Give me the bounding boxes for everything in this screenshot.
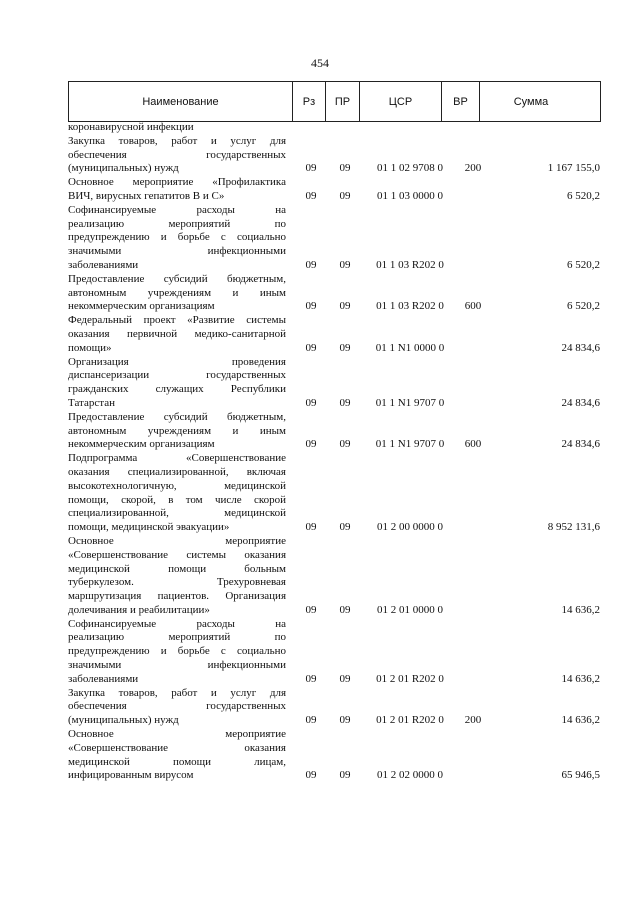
row-name-line: Татарстан — [68, 396, 115, 409]
row-name-line: туберкулезом. Трехуровневая — [68, 576, 286, 589]
table-row — [68, 535, 608, 618]
table-row — [68, 411, 608, 452]
row-name — [68, 204, 290, 273]
row-name-line: специализированной, медицинской — [68, 507, 286, 520]
table-row — [68, 687, 608, 728]
row-pr: 09 — [339, 714, 351, 727]
row-name-line: гражданских служащих Республики — [68, 383, 286, 396]
row-name — [68, 176, 290, 204]
row-name-line: заболеваниями — [68, 258, 139, 271]
row-rz: 09 — [305, 300, 317, 313]
row-sum: 14 636,2 — [561, 672, 600, 685]
row-name-line: долечивания и реабилитации» — [68, 603, 210, 616]
row-sum: 24 834,6 — [561, 438, 600, 451]
row-name-line: Основное мероприятие — [68, 534, 286, 547]
row-rz: 09 — [305, 603, 317, 616]
row-name-line: оказания специализированной, включая — [68, 465, 286, 478]
row-name-line: реализацию мероприятий по — [68, 631, 286, 644]
row-name — [68, 728, 290, 783]
table-row — [68, 618, 608, 687]
row-csr: 01 2 00 0000 0 — [377, 521, 443, 534]
row-name — [68, 535, 290, 618]
row-name-line: высокотехнологичную, медицинской — [68, 479, 286, 492]
row-sum: 1 167 155,0 — [547, 162, 600, 175]
row-csr: 01 1 N1 0000 0 — [375, 341, 445, 354]
table-row — [68, 356, 608, 411]
row-name-line: автономным учреждениям и иным — [68, 424, 286, 437]
row-csr: 01 1 N1 9707 0 — [375, 438, 445, 451]
row-csr: 01 1 N1 9707 0 — [375, 396, 445, 409]
row-pr: 09 — [339, 300, 351, 313]
table-row — [68, 176, 608, 204]
row-name-line: маршрутизация пациентов. Организация — [68, 590, 286, 603]
row-name-line: Софинансируемые расходы на — [68, 203, 286, 216]
row-rz: 09 — [305, 672, 317, 685]
row-vr: 600 — [464, 438, 482, 451]
row-vr: 200 — [464, 714, 482, 727]
row-csr: 01 1 02 9708 0 — [377, 162, 443, 175]
table-body — [68, 121, 608, 783]
row-vr: 600 — [464, 300, 482, 313]
row-name-line: коронавирусной инфекции — [68, 121, 194, 133]
table-row — [68, 121, 608, 135]
header-name: Наименование — [69, 82, 293, 121]
row-csr: 01 2 01 R202 0 — [376, 714, 444, 727]
row-rz: 09 — [305, 438, 317, 451]
header-sum: Сумма — [513, 95, 549, 108]
row-pr: 09 — [339, 258, 351, 271]
row-rz: 09 — [305, 714, 317, 727]
row-csr: 01 1 03 0000 0 — [377, 189, 443, 202]
row-name-line: Подпрограмма «Совершенствование — [68, 452, 286, 465]
row-name-line: Закупка товаров, работ и услуг для — [68, 686, 286, 699]
row-name — [68, 273, 290, 314]
table-header — [68, 81, 601, 122]
row-name-line: «Совершенствование системы оказания — [68, 548, 286, 561]
row-csr: 01 1 03 R202 0 — [376, 300, 444, 313]
row-name-line: обеспечения государственных — [68, 700, 286, 713]
row-name — [68, 121, 290, 135]
row-name-line: помощи» — [68, 341, 112, 354]
row-name — [68, 687, 290, 728]
row-name-line: реализацию мероприятий по — [68, 217, 286, 230]
row-name-line: обеспечения государственных — [68, 148, 286, 161]
row-rz: 09 — [305, 341, 317, 354]
header-vr: ВР — [442, 82, 480, 121]
row-name — [68, 411, 290, 452]
row-name-line: Организация проведения — [68, 355, 286, 368]
row-name-line: значимыми инфекционными — [68, 245, 286, 258]
row-name-line: помощи, медицинской эвакуации» — [68, 521, 230, 534]
row-rz: 09 — [305, 162, 317, 175]
header-rz: Рз — [293, 82, 326, 121]
row-name-line: помощи, скорой, в том числе скорой — [68, 493, 286, 506]
row-name-line: ВИЧ, вирусных гепатитов В и С» — [68, 189, 225, 202]
row-name-line: Софинансируемые расходы на — [68, 617, 286, 630]
row-pr: 09 — [339, 162, 351, 175]
row-pr: 09 — [339, 341, 351, 354]
row-name-line: заболеваниями — [68, 672, 139, 685]
row-sum: 14 636,2 — [561, 714, 600, 727]
header-pr: ПР — [326, 82, 360, 121]
row-sum: 6 520,2 — [567, 258, 600, 271]
row-sum: 24 834,6 — [561, 396, 600, 409]
row-sum: 65 946,5 — [561, 769, 600, 782]
row-name-line: Предоставление субсидий бюджетным, — [68, 410, 286, 423]
row-pr: 09 — [339, 189, 351, 202]
row-pr: 09 — [339, 769, 351, 782]
row-name-line: Предоставление субсидий бюджетным, — [68, 272, 286, 285]
row-name-line: Федеральный проект «Развитие системы — [68, 314, 286, 327]
table-row — [68, 452, 608, 535]
row-name-line: (муниципальных) нужд — [68, 714, 179, 727]
table-row — [68, 273, 608, 314]
table-row — [68, 728, 608, 783]
row-name-line: медицинской помощи лицам, — [68, 755, 286, 768]
row-name — [68, 452, 290, 535]
row-sum: 6 520,2 — [567, 189, 600, 202]
row-rz: 09 — [305, 189, 317, 202]
row-sum: 14 636,2 — [561, 603, 600, 616]
row-name — [68, 135, 290, 176]
row-pr: 09 — [339, 603, 351, 616]
row-sum: 24 834,6 — [561, 341, 600, 354]
row-name — [68, 314, 290, 355]
row-sum: 8 952 131,6 — [547, 521, 600, 534]
row-pr: 09 — [339, 672, 351, 685]
row-pr: 09 — [339, 438, 351, 451]
row-name-line: (муниципальных) нужд — [68, 162, 179, 175]
row-name-line: медицинской помощи больным — [68, 562, 286, 575]
row-name-line: Закупка товаров, работ и услуг для — [68, 134, 286, 147]
row-rz: 09 — [305, 521, 317, 534]
row-name-line: значимыми инфекционными — [68, 659, 286, 672]
row-name-line: некоммерческим организациям — [68, 438, 215, 451]
row-name-line: автономным учреждениям и иным — [68, 286, 286, 299]
table-row — [68, 135, 608, 176]
row-name-line: некоммерческим организациям — [68, 300, 215, 313]
row-csr: 01 2 02 0000 0 — [377, 769, 443, 782]
row-csr: 01 2 01 0000 0 — [377, 603, 443, 616]
row-pr: 09 — [339, 521, 351, 534]
table-row — [68, 314, 608, 355]
row-vr: 200 — [464, 162, 482, 175]
table-row — [68, 204, 608, 273]
row-name-line: оказания первичной медико-санитарной — [68, 327, 286, 340]
row-csr: 01 2 01 R202 0 — [376, 672, 444, 685]
row-name-line: предупреждению и борьбе с социально — [68, 231, 286, 244]
row-name-line: предупреждению и борьбе с социально — [68, 645, 286, 658]
row-csr: 01 1 03 R202 0 — [376, 258, 444, 271]
row-pr: 09 — [339, 396, 351, 409]
row-name-line: «Совершенствование оказания — [68, 741, 286, 754]
row-rz: 09 — [305, 769, 317, 782]
row-name-line: Основное мероприятие «Профилактика — [68, 176, 286, 189]
row-name — [68, 618, 290, 687]
row-sum: 6 520,2 — [567, 300, 600, 313]
page-number: 454 — [311, 56, 329, 70]
row-name — [68, 356, 290, 411]
row-rz: 09 — [305, 396, 317, 409]
row-name-line: Основное мероприятие — [68, 728, 286, 741]
row-name-line: диспансеризации государственных — [68, 369, 286, 382]
header-csr: ЦСР — [360, 82, 442, 121]
row-rz: 09 — [305, 258, 317, 271]
row-name-line: инфицированным вирусом — [68, 769, 194, 782]
